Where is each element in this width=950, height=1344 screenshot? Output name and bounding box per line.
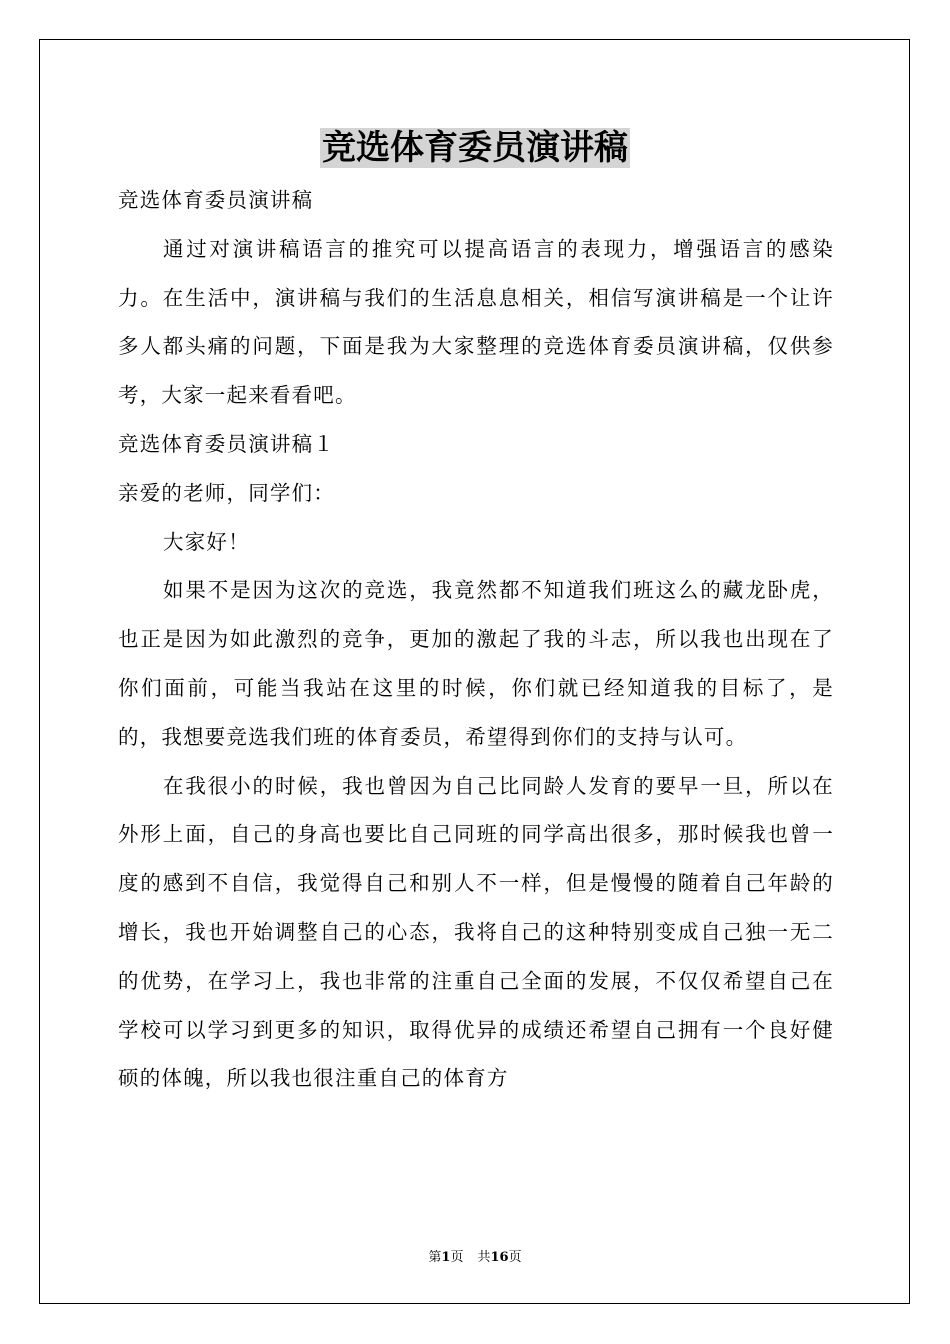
paragraph: 亲爱的老师，同学们： <box>118 480 335 505</box>
paragraph: 竞选体育委员演讲稿 <box>118 188 314 212</box>
total-suffix: 页 <box>508 1250 522 1265</box>
page-number: 1 <box>441 1250 451 1265</box>
paragraph: 通过对演讲稿语言的推究可以提高语言的表现力，增强语言的感染力。在生活中，演讲稿与我们的生活息息相关，相信写演讲稿是一个让许多人都头痛的问题，下面是我为大家整理的竞选体育委员演讲稿，仅供参考，大家一起来看看吧。 <box>118 236 834 408</box>
document-title <box>0 125 950 171</box>
page-prefix: 第 <box>428 1250 442 1265</box>
paragraph: 大家好！ <box>163 529 250 554</box>
total-pages: 16 <box>490 1250 509 1265</box>
paragraph: 竞选体育委员演讲稿１ <box>118 431 335 456</box>
document-title-text: 竞选体育委员演讲稿 <box>322 128 628 168</box>
page-footer <box>0 1246 950 1265</box>
page-suffix: 页 <box>450 1250 464 1265</box>
paragraph: 在我很小的时候，我也曾因为自己比同龄人发育的要早一旦，所以在外形上面，自己的身高也要比自己同班的同学高出很多，那时候我也曾一度的感到不自信，我觉得自己和别人不一样，但是慢慢的随着自己年龄的增长，我也开始调整自己的心态，我将自己的这种特别变成自己独一无二的优势，在学习上，我也非常的注重自己全面的发展，不仅仅希望自己在学校可以学习到更多的知识，取得优异的成绩还希望自己拥有一个良好健硕的体魄，所以我也很注重自己的体育方 <box>118 773 834 1091</box>
document-body <box>118 176 834 1103</box>
total-prefix: 共 <box>477 1250 491 1265</box>
paragraph: 如果不是因为这次的竞选，我竟然都不知道我们班这么的藏龙卧虎，也正是因为如此激烈的竞争，更加的激起了我的斗志，所以我也出现在了你们面前，可能当我站在这里的时候，你们就已经知道我的目标了，是的，我想要竞选我们班的体育委员，希望得到你们的支持与认可。 <box>118 578 834 749</box>
